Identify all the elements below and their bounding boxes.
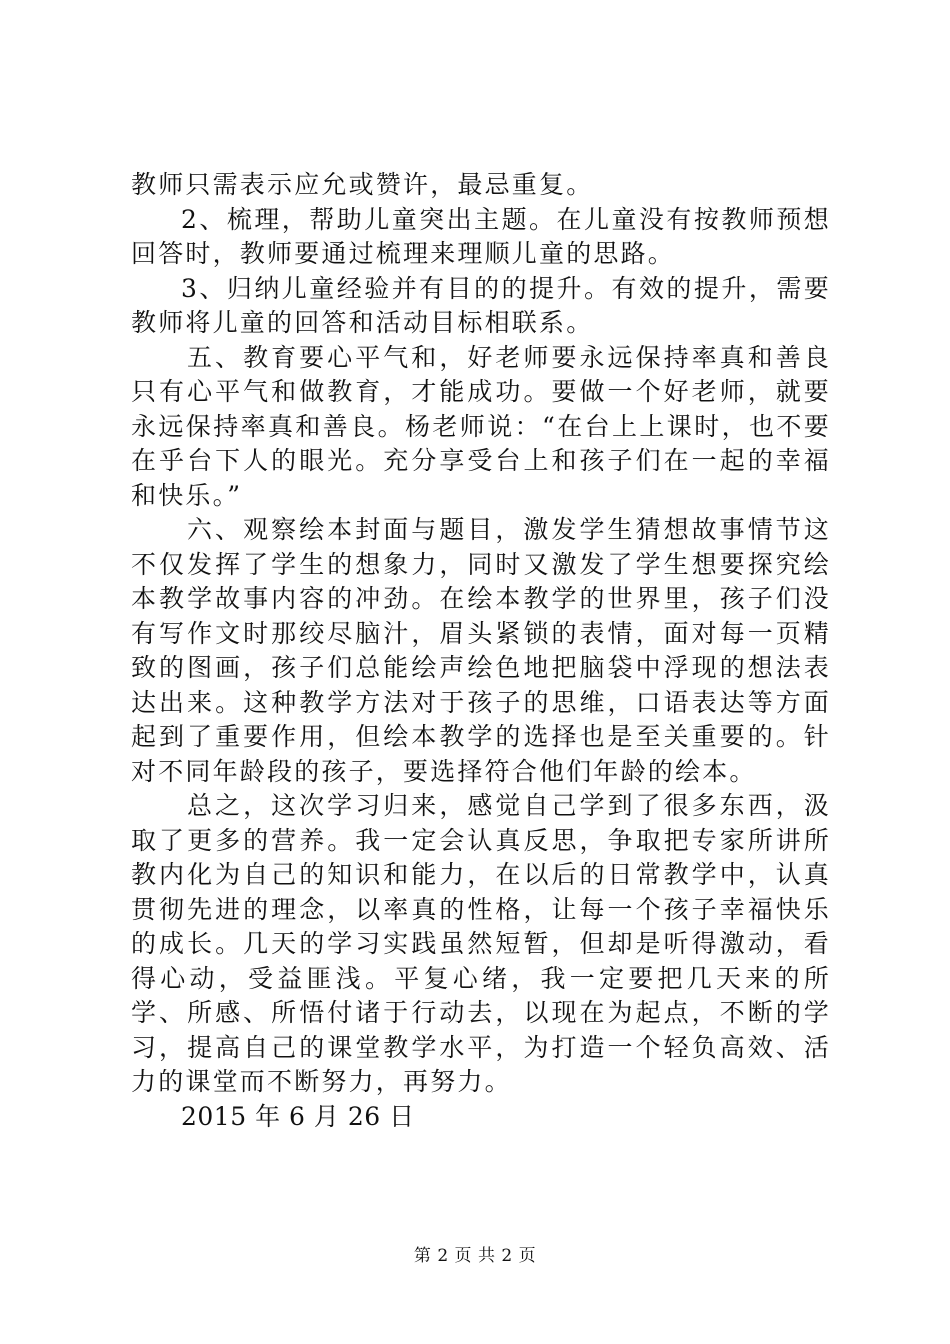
document-date: 2015 年 6 月 26 日 xyxy=(181,1101,415,1131)
document-body xyxy=(131,168,831,1134)
paragraph-conclusion: 总之，这次学习归来，感觉自己学到了很多东西，汲取了更多的营养。我一定会认真反思，争取把专家所讲所教内化为自己的知识和能力，在以后的日常教学中，认真贯彻先进的理念，以率真的性格，让每一个孩子幸福快乐的成长。几天的学习实践虽然短暂，但却是听得激动，看得心动，受益匪浅。平复心绪，我一定要把几天来的所学、所感、所悟付诸于行动去，以现在为起点，不断的学习，提高自己的课堂教学水平，为打造一个轻负高效、活力的课堂而不断努力，再努力。 xyxy=(131,791,831,1096)
paragraph-point-3: 3、归纳儿童经验并有目的的提升。有效的提升，需要教师将儿童的回答和活动目标相联系。 xyxy=(131,273,831,337)
paragraph-section-5: 五、教育要心平气和，好老师要永远保持率真和善良只有心平气和做教育，才能成功。要做一个好老师，就要永远保持率真和善良。杨老师说：“在台上上课时，也不要在乎台下人的眼光。充分享受台上和孩子们在一起的幸福和快乐。” xyxy=(131,342,831,510)
paragraph-section-6: 六、观察绘本封面与题目，激发学生猜想故事情节这不仅发挥了学生的想象力，同时又激发了学生想要探究绘本教学故事内容的冲劲。在绘本教学的世界里，孩子们没有写作文时那绞尽脑汁，眉头紧锁的表情，面对每一页精致的图画，孩子们总能绘声绘色地把脑袋中浮现的想法表达出来。这种教学方法对于孩子的思维，口语表达等方面起到了重要作用，但绘本教学的选择也是至关重要的。针对不同年龄段的孩子，要选择符合他们年龄的绘本。 xyxy=(131,515,831,786)
paragraph-continuation: 教师只需表示应允或赞许，最忌重复。 xyxy=(131,170,594,199)
paragraph-point-2: 2、梳理，帮助儿童突出主题。在儿童没有按教师预想回答时，教师要通过梳理来理顺儿童的思路。 xyxy=(131,204,831,268)
page-footer: 第 2 页 共 2 页 xyxy=(413,1246,537,1266)
